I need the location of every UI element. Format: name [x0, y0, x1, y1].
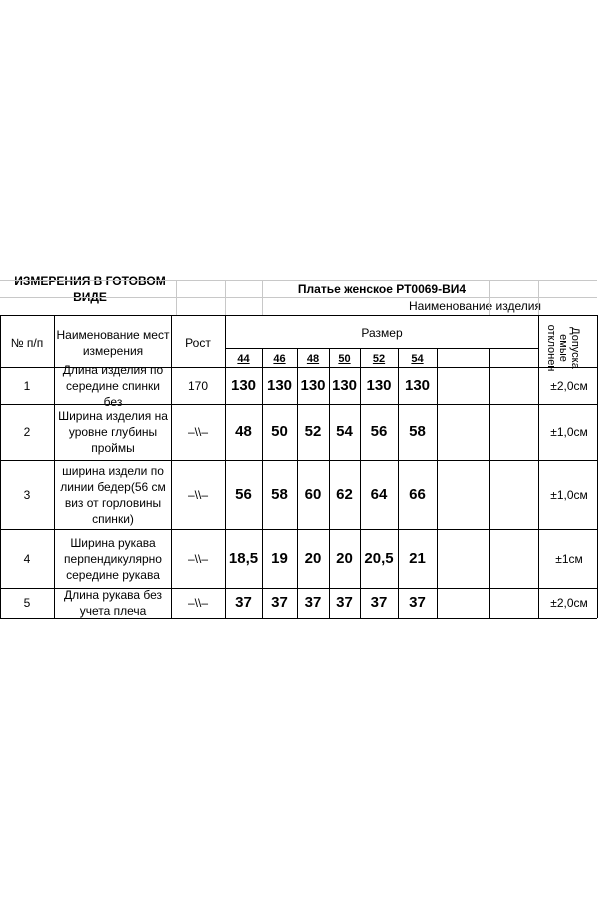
row-value: 19	[271, 549, 288, 567]
grid-line	[0, 460, 597, 461]
row-measure-name: Длина изделия по середине спинки без	[62, 362, 164, 409]
row-number: 3	[23, 487, 31, 502]
column-header-name: Наименование мест измерения	[56, 328, 170, 358]
row-height: 170	[187, 378, 209, 393]
row-measure-name: Ширина рукава перпендикулярно середине рукава	[64, 535, 162, 582]
grid-line	[0, 529, 597, 530]
grid-line	[0, 280, 597, 281]
row-tolerance: ±1см	[555, 551, 583, 566]
row-measure-name: Длина рукава без учета плеча	[63, 588, 163, 618]
row-value: 56	[235, 485, 252, 503]
row-value: 52	[304, 423, 322, 440]
grid-line	[538, 315, 539, 618]
row-value: 20	[336, 549, 353, 567]
row-height: –\\–	[187, 551, 208, 566]
grid-line	[0, 367, 597, 368]
column-header-num: № п/п	[10, 336, 44, 350]
size-header: 52	[372, 352, 386, 365]
row-value: 50	[271, 423, 288, 440]
grid-line	[0, 315, 597, 316]
row-value: 130	[300, 376, 326, 394]
row-tolerance: ±1,0см	[550, 487, 588, 502]
row-value: 130	[331, 376, 358, 394]
row-number: 1	[23, 378, 31, 393]
row-tolerance: ±2,0см	[550, 378, 588, 393]
row-value: 62	[336, 485, 353, 503]
grid-line	[398, 348, 399, 618]
row-measure-name: Ширина изделия на уровне глубины проймы	[58, 409, 168, 455]
size-header: 54	[411, 352, 424, 365]
row-number: 5	[23, 596, 31, 610]
row-value: 130	[404, 376, 431, 394]
row-value: 37	[304, 594, 322, 611]
column-header-height: Рост	[185, 336, 211, 350]
row-value: 58	[409, 423, 426, 440]
row-value: 20,5	[364, 549, 394, 567]
grid-line	[171, 315, 172, 618]
row-value: 130	[366, 376, 392, 394]
grid-line	[262, 348, 263, 618]
table-title: ИЗМЕРЕНИЯ В ГОТОВОМ ВИДЕ	[14, 274, 166, 304]
grid-line	[54, 315, 55, 618]
row-tolerance: ±2,0см	[550, 596, 588, 610]
row-number: 2	[23, 425, 31, 439]
size-header: 50	[338, 352, 351, 365]
product-name: Платье женское РТ0069-ВИ4	[297, 282, 467, 296]
grid-line	[0, 297, 597, 298]
size-header: 46	[273, 352, 286, 365]
row-value: 37	[409, 594, 426, 611]
row-value: 58	[271, 485, 288, 503]
row-value: 37	[235, 594, 252, 611]
row-value: 130	[266, 376, 293, 394]
row-height: –\\–	[187, 596, 208, 610]
row-value: 37	[271, 594, 288, 611]
row-value: 56	[370, 423, 388, 440]
size-header: 48	[306, 352, 320, 365]
row-value: 48	[235, 423, 252, 440]
grid-line	[329, 348, 330, 618]
grid-line	[0, 588, 597, 589]
grid-line	[0, 618, 597, 619]
grid-line	[0, 315, 1, 618]
grid-line	[297, 348, 298, 618]
row-height: –\\–	[187, 425, 208, 439]
row-tolerance: ±1,0см	[550, 425, 588, 439]
row-value: 66	[409, 485, 426, 503]
grid-line	[437, 348, 438, 618]
row-number: 4	[23, 551, 31, 566]
row-value: 18,5	[228, 549, 259, 567]
row-measure-name: ширина издели по линии бедер(56 см виз от горловины спинки)	[60, 463, 166, 526]
grid-line	[489, 348, 490, 618]
row-value: 130	[230, 376, 257, 394]
grid-line	[360, 348, 361, 618]
row-value: 60	[304, 485, 322, 503]
grid-line	[0, 404, 597, 405]
row-height: –\\–	[187, 487, 208, 502]
row-value: 54	[336, 423, 353, 440]
row-value: 37	[336, 594, 353, 611]
column-header-size: Размер	[361, 326, 403, 340]
grid-line	[597, 315, 598, 618]
row-value: 21	[409, 549, 426, 567]
row-value: 64	[370, 485, 388, 503]
size-header: 44	[237, 352, 250, 365]
product-caption: Наименование изделия	[409, 299, 541, 313]
grid-line	[225, 315, 226, 618]
column-header-tolerance: Допуска емые отклонен	[545, 324, 581, 372]
row-value: 20	[304, 549, 322, 567]
grid-line	[225, 348, 538, 349]
row-value: 37	[370, 594, 388, 611]
